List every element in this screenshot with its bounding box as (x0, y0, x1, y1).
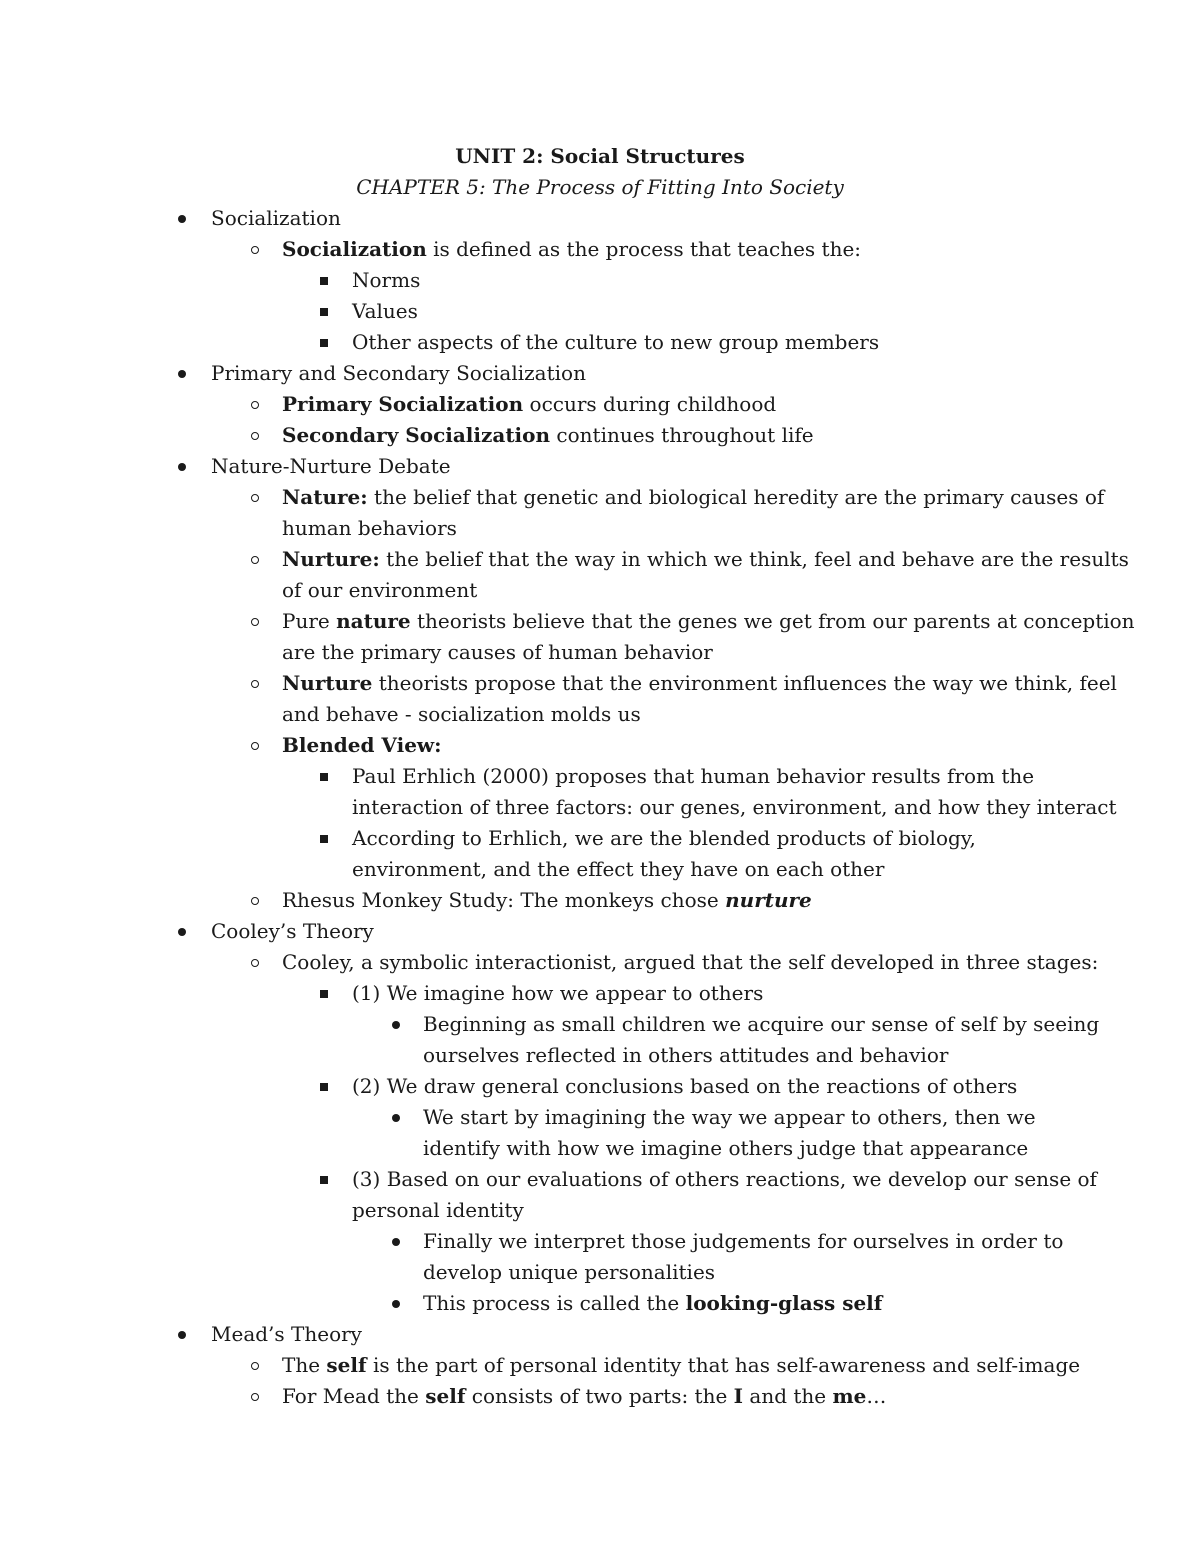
text-segment: (3) Based on our evaluations of others reactions, we develop our sense of (352, 1167, 1097, 1191)
bold-term: nature (336, 609, 411, 633)
list-item (282, 482, 1104, 513)
list-item-continuation (282, 699, 641, 730)
text-segment: are the primary causes of human behavior (282, 640, 713, 664)
text-segment: the belief that genetic and biological heredity are the primary causes of (367, 485, 1105, 509)
list-item (282, 389, 776, 420)
bullet-square-icon (320, 773, 328, 781)
list-item-continuation (352, 792, 1117, 823)
text-segment: theorists propose that the environment influences the way we think, feel (372, 671, 1117, 695)
list-item (282, 420, 814, 451)
list-item (282, 544, 1129, 575)
bullet-circle-icon (251, 401, 259, 409)
bold-term: Nature: (282, 485, 368, 509)
list-item (211, 1319, 362, 1350)
bullet-disc-icon (178, 463, 186, 471)
bullet-disc-icon (392, 1238, 400, 1246)
list-item-continuation (423, 1257, 715, 1288)
text-segment: We start by imagining the way we appear to others, then we (423, 1105, 1036, 1129)
bullet-disc-icon (392, 1300, 400, 1308)
bullet-square-icon (320, 835, 328, 843)
text-segment: Mead’s Theory (211, 1322, 362, 1346)
text-segment: Rhesus Monkey Study: The monkeys chose (282, 888, 726, 912)
text-segment: Values (352, 299, 418, 323)
list-item-continuation (423, 1133, 1028, 1164)
text-segment: environment, and the effect they have on each other (352, 857, 885, 881)
list-item (352, 1071, 1017, 1102)
text-segment: … (866, 1384, 887, 1408)
list-item (211, 451, 451, 482)
list-item (352, 265, 420, 296)
bullet-disc-icon (178, 1331, 186, 1339)
bold-term: Nurture (282, 671, 373, 695)
bullet-circle-icon (251, 494, 259, 502)
list-item (352, 296, 418, 327)
bullet-circle-icon (251, 432, 259, 440)
bullet-disc-icon (178, 370, 186, 378)
bullet-circle-icon (251, 742, 259, 750)
text-segment: According to Erhlich, we are the blended products of biology, (352, 826, 976, 850)
list-item (352, 978, 763, 1009)
bold-term: Secondary Socialization (282, 423, 551, 447)
text-segment: Primary and Secondary Socialization (211, 361, 586, 385)
list-item (352, 327, 879, 358)
text-segment: (1) We imagine how we appear to others (352, 981, 764, 1005)
list-item (282, 730, 442, 761)
text-segment: and behave - socialization molds us (282, 702, 641, 726)
bold-term: looking-glass self (685, 1291, 883, 1315)
text-segment: Pure (282, 609, 337, 633)
list-item (423, 1009, 1099, 1040)
text-segment: interaction of three factors: our genes, environment, and how they interact (352, 795, 1117, 819)
text-segment: develop unique personalities (423, 1260, 716, 1284)
text-segment: personal identity (352, 1198, 524, 1222)
bullet-circle-icon (251, 556, 259, 564)
text-segment: Beginning as small children we acquire our sense of self by seeing (423, 1012, 1100, 1036)
text-segment: Cooley, a symbolic interactionist, argued that the self developed in three stages: (282, 950, 1099, 974)
bold-term: I (733, 1384, 744, 1408)
bold-term: Primary Socialization (282, 392, 524, 416)
bullet-circle-icon (251, 959, 259, 967)
text-segment: This process is called the (423, 1291, 686, 1315)
bullet-disc-icon (392, 1021, 400, 1029)
list-item (423, 1288, 882, 1319)
list-item-continuation (282, 513, 457, 544)
bullet-disc-icon (392, 1114, 400, 1122)
chapter-subtitle: CHAPTER 5: The Process of Fitting Into Society (356, 175, 844, 199)
text-segment: The (282, 1353, 327, 1377)
text-segment: For Mead the (282, 1384, 426, 1408)
text-segment: identify with how we imagine others judge that appearance (423, 1136, 1029, 1160)
bullet-disc-icon (178, 215, 186, 223)
list-item-continuation (352, 854, 884, 885)
text-segment: Paul Erhlich (2000) proposes that human behavior results from the (352, 764, 1035, 788)
text-segment: human behaviors (282, 516, 457, 540)
bold-term: me (832, 1384, 867, 1408)
bullet-circle-icon (251, 1362, 259, 1370)
text-segment: theorists believe that the genes we get from our parents at conception (410, 609, 1135, 633)
list-item (282, 668, 1117, 699)
list-item (282, 606, 1135, 637)
text-segment: (2) We draw general conclusions based on the reactions of others (352, 1074, 1018, 1098)
text-segment: Other aspects of the culture to new group members (352, 330, 880, 354)
text-segment: Cooley’s Theory (211, 919, 374, 943)
bullet-square-icon (320, 990, 328, 998)
bullet-disc-icon (178, 928, 186, 936)
bullet-circle-icon (251, 1393, 259, 1401)
text-segment: Nature-Nurture Debate (211, 454, 451, 478)
bullet-circle-icon (251, 618, 259, 626)
bold-term: Nurture: (282, 547, 380, 571)
bullet-circle-icon (251, 897, 259, 905)
text-segment: of our environment (282, 578, 478, 602)
list-item (282, 1381, 886, 1412)
bold-term: nurture (725, 888, 812, 912)
text-segment: continues throughout life (550, 423, 814, 447)
text-segment: the belief that the way in which we think, feel and behave are the results (379, 547, 1129, 571)
list-item (211, 916, 374, 947)
text-segment: is the part of personal identity that has self-awareness and self-image (366, 1353, 1081, 1377)
text-segment: ourselves reflected in others attitudes and behavior (423, 1043, 949, 1067)
list-item (282, 947, 1098, 978)
list-item (423, 1226, 1063, 1257)
list-item (282, 234, 861, 265)
bullet-circle-icon (251, 680, 259, 688)
bold-term: self (425, 1384, 466, 1408)
list-item (423, 1102, 1036, 1133)
bold-term: Blended View: (282, 733, 442, 757)
text-segment: occurs during childhood (523, 392, 777, 416)
list-item (282, 885, 812, 916)
bullet-square-icon (320, 277, 328, 285)
bullet-square-icon (320, 308, 328, 316)
bullet-square-icon (320, 1176, 328, 1184)
list-item-continuation (423, 1040, 948, 1071)
list-item (211, 358, 586, 389)
list-item-continuation (352, 1195, 524, 1226)
bullet-circle-icon (251, 246, 259, 254)
list-item (352, 823, 976, 854)
text-segment: is defined as the process that teaches the: (426, 237, 862, 261)
bullet-square-icon (320, 1083, 328, 1091)
text-segment: and the (743, 1384, 833, 1408)
page-title: UNIT 2: Social Structures (455, 144, 745, 168)
list-item (352, 1164, 1097, 1195)
text-segment: Finally we interpret those judgements for ourselves in order to (423, 1229, 1064, 1253)
list-item-continuation (282, 637, 713, 668)
text-segment: consists of two parts: the (465, 1384, 734, 1408)
text-segment: Socialization (211, 206, 341, 230)
list-item (352, 761, 1034, 792)
list-item-continuation (282, 575, 477, 606)
bold-term: Socialization (282, 237, 427, 261)
bold-term: self (326, 1353, 367, 1377)
bullet-square-icon (320, 339, 328, 347)
list-item (282, 1350, 1080, 1381)
list-item (211, 203, 341, 234)
text-segment: Norms (352, 268, 421, 292)
